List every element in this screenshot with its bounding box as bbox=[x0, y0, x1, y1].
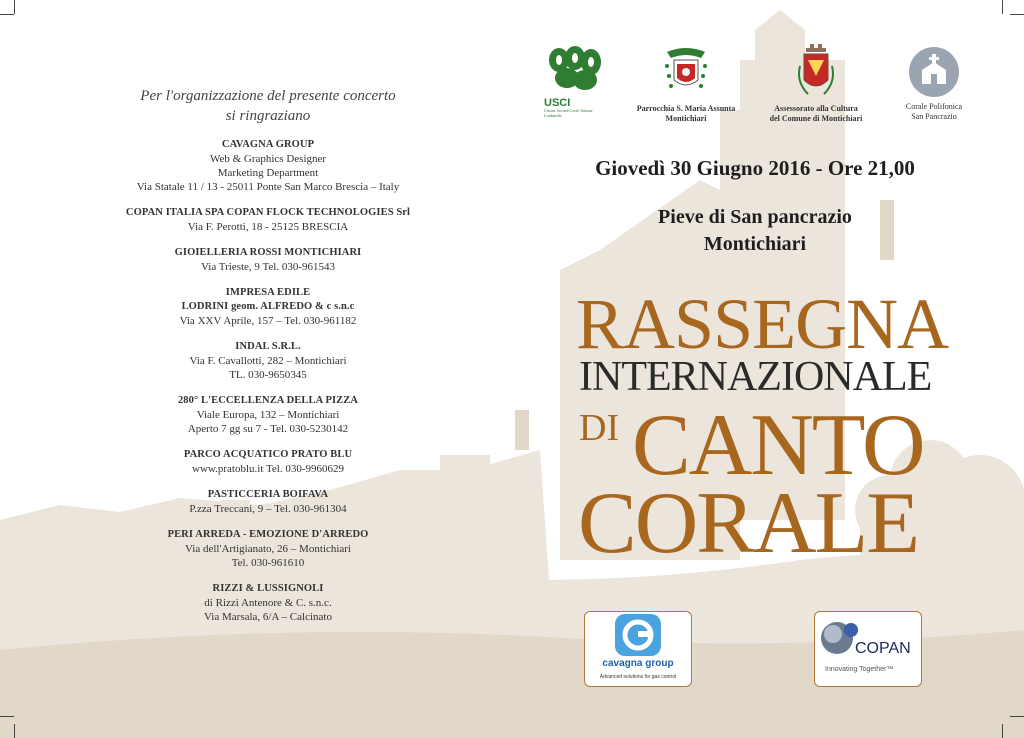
sponsor-entry bbox=[118, 394, 418, 436]
crop-mark-bottom-right-h bbox=[1010, 716, 1024, 717]
parrocchia-logo bbox=[626, 46, 746, 124]
sponsor-entry bbox=[118, 286, 418, 328]
sponsor-detail: P.zza Treccani, 9 – Tel. 030-961304 bbox=[189, 503, 347, 515]
sponsor-detail: Marketing Department bbox=[217, 167, 319, 179]
title-rassegna: RASSEGNA bbox=[576, 284, 949, 364]
sponsor-entry bbox=[118, 582, 418, 624]
sponsor-detail: di Rizzi Antenore & C. s.n.c. bbox=[204, 597, 332, 609]
usci-sub-1: Unione Società Corali Italiane bbox=[544, 108, 593, 113]
usci-abbr: USCI bbox=[544, 97, 571, 109]
sponsor-entry bbox=[118, 528, 418, 570]
crop-mark-bottom-right bbox=[1002, 724, 1003, 738]
sponsor-name: PERI ARREDA - EMOZIONE D'ARREDO bbox=[167, 529, 369, 540]
crop-mark-bottom-left-h bbox=[0, 716, 14, 717]
sponsor-name: IMPRESA EDILE bbox=[225, 287, 311, 298]
comune-logo bbox=[756, 42, 876, 124]
corale-church-icon bbox=[908, 46, 960, 98]
sponsor-entry bbox=[118, 206, 418, 234]
usci-logo bbox=[544, 46, 604, 118]
sponsor-name: 280° L'ECCELLENZA DELLA PIZZA bbox=[177, 395, 359, 406]
cavagna-group-logo-box bbox=[584, 611, 692, 687]
sponsor-entry bbox=[118, 448, 418, 476]
sponsor-detail: Via Marsala, 6/A – Calcinato bbox=[204, 611, 332, 623]
patron-logos-row bbox=[530, 42, 1000, 132]
sponsor-detail: Tel. 030-961610 bbox=[231, 557, 305, 569]
crop-mark-top-left bbox=[14, 0, 15, 14]
event-place-line-2: Montichiari bbox=[703, 233, 807, 255]
sponsor-name: RIZZI & LUSSIGNOLI bbox=[212, 583, 324, 594]
title-corale: CORALE bbox=[578, 475, 918, 572]
title-internazionale: INTERNAZIONALE bbox=[579, 354, 932, 400]
thanks-heading bbox=[118, 86, 418, 126]
cavagna-logo-icon bbox=[585, 612, 691, 658]
copan-name: COPAN bbox=[855, 640, 911, 657]
sponsor-name: GIOIELLERIA ROSSI MONTICHIARI bbox=[174, 247, 362, 258]
cavagna-tagline: Advanced solutions for gas control bbox=[599, 674, 677, 680]
assessorato-line-1: Assessorato alla Cultura bbox=[774, 104, 858, 113]
parrocchia-line-2: Montichiari bbox=[665, 114, 707, 123]
crop-mark-top-right-h bbox=[1010, 14, 1024, 15]
sponsor-detail: www.pratoblu.it Tel. 030-9960629 bbox=[192, 463, 344, 475]
cavagna-name: cavagna group bbox=[602, 658, 674, 669]
sponsor-detail: Viale Europa, 132 – Montichiari bbox=[196, 409, 340, 421]
parrocchia-line-1: Parrocchia S. Maria Assunta bbox=[636, 104, 736, 113]
sponsor-name: CAVAGNA GROUP bbox=[221, 139, 315, 150]
sponsor-detail: Web & Graphics Designer bbox=[209, 153, 327, 165]
sponsor-entry bbox=[118, 340, 418, 382]
copan-tagline: Innovating Together™ bbox=[825, 666, 894, 673]
sponsor-entry bbox=[118, 488, 418, 516]
sponsors-panel bbox=[118, 86, 418, 636]
sponsor-detail: Aperto 7 gg su 7 - Tel. 030-5230142 bbox=[187, 423, 349, 435]
crop-mark-top-left-h bbox=[0, 14, 14, 15]
sponsor-detail: TL. 030-9650345 bbox=[229, 369, 307, 381]
copan-logo-box bbox=[814, 611, 922, 687]
corale-line-1: Corale Polifonica bbox=[905, 102, 963, 111]
title-canto: CANTO bbox=[632, 397, 924, 494]
sponsor-detail: Via XXV Aprile, 157 – Tel. 030-961182 bbox=[179, 315, 357, 327]
sponsor-name: PARCO ACQUATICO PRATO BLU bbox=[183, 449, 353, 460]
event-date: Giovedì 30 Giugno 2016 - Ore 21,00 bbox=[595, 156, 915, 180]
sponsor-detail: Via F. Perotti, 18 - 25125 BRESCIA bbox=[187, 221, 349, 233]
bishop-coat-of-arms-icon bbox=[661, 46, 711, 100]
sponsor-entry bbox=[118, 138, 418, 194]
sponsor-detail: Via F. Cavallotti, 282 – Montichiari bbox=[189, 355, 347, 367]
thanks-line-2: si ringraziano bbox=[225, 108, 311, 124]
corale-line-2: San Pancrazio bbox=[911, 112, 957, 121]
assessorato-line-2: del Comune di Montichiari bbox=[769, 114, 863, 123]
sponsor-detail: Via dell'Artigianato, 26 – Montichiari bbox=[185, 543, 351, 555]
municipal-coat-of-arms-icon bbox=[796, 42, 836, 100]
crop-mark-bottom-left bbox=[14, 724, 15, 738]
sponsor-detail: LODRINI geom. ALFREDO & c s.n.c bbox=[181, 301, 355, 312]
sponsor-name: INDAL S.R.L. bbox=[235, 341, 301, 352]
sponsor-name: COPAN ITALIA SPA COPAN FLOCK TECHNOLOGIES Srl bbox=[125, 207, 411, 218]
crop-mark-top-right bbox=[1002, 0, 1003, 14]
event-place bbox=[570, 204, 940, 258]
usci-sub-2: Lombardia bbox=[544, 113, 562, 118]
title-di: DI bbox=[579, 407, 620, 449]
usci-tree-icon bbox=[545, 46, 603, 98]
sponsor-name: PASTICCERIA BOIFAVA bbox=[207, 489, 329, 500]
event-place-line-1: Pieve di San pancrazio bbox=[658, 206, 852, 228]
thanks-line-1: Per l'organizzazione del presente concerto bbox=[140, 88, 396, 104]
sponsor-detail: Via Trieste, 9 Tel. 030-961543 bbox=[200, 261, 336, 273]
sponsor-detail: Via Statale 11 / 13 - 25011 Ponte San Marco Brescia – Italy bbox=[136, 181, 400, 193]
corale-logo bbox=[894, 46, 974, 122]
sponsor-entry bbox=[118, 246, 418, 274]
